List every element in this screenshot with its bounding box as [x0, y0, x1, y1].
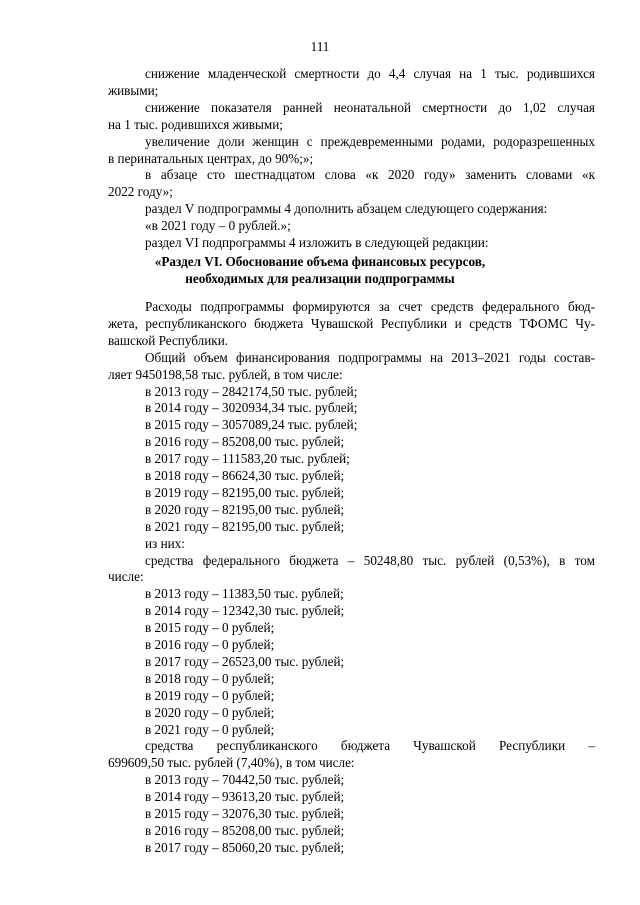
page-number: 111: [310, 39, 330, 54]
body-line: ляет 9450198,58 тыс. рублей, в том числе:: [108, 366, 343, 382]
intro-line: раздел VI подпрограммы 4 изложить в следующей редакции:: [145, 235, 489, 250]
intro-line: раздел V подпрограммы 4 дополнить абзацем следующего содержания:: [145, 201, 548, 217]
body-line: вашской Республики.: [108, 332, 229, 348]
body-line: в 2014 году – 93613,20 тыс. рублей;: [145, 789, 345, 805]
intro-line: снижение показателя ранней неонатальной смертности до 1,02 случая: [145, 99, 595, 115]
intro-line: 2022 году»;: [108, 184, 173, 200]
body-line: в 2018 году – 0 рублей;: [145, 670, 275, 686]
body-line: числе:: [108, 569, 144, 585]
body-line: в 2020 году – 0 рублей;: [145, 704, 275, 720]
intro-line: увеличение доли женщин с преждевременными родами, родоразрешенных: [145, 133, 595, 149]
body-line: из них:: [145, 535, 185, 551]
body-line: в 2015 году – 3057089,24 тыс. рублей;: [145, 417, 358, 433]
intro-line: на 1 тыс. родившихся живыми;: [108, 116, 283, 132]
body-line: в 2016 году – 85208,00 тыс. рублей;: [145, 434, 345, 450]
body-line: в 2021 году – 82195,00 тыс. рублей;: [145, 518, 345, 534]
body-line: в 2015 году – 32076,30 тыс. рублей;: [145, 806, 345, 821]
body-line: в 2019 году – 82195,00 тыс. рублей;: [145, 484, 345, 500]
body-line: в 2020 году – 82195,00 тыс. рублей;: [145, 501, 345, 517]
body-line: в 2017 году – 85060,20 тыс. рублей;: [145, 839, 345, 855]
intro-line: живыми;: [108, 82, 159, 98]
body-line: в 2013 году – 70442,50 тыс. рублей;: [145, 772, 345, 788]
body-line: в 2021 году – 0 рублей;: [145, 721, 275, 737]
body-line: средства федерального бюджета – 50248,80 тыс. рублей (0,53%), в том: [145, 552, 595, 568]
body-line: 699609,50 тыс. рублей (7,40%), в том числе:: [108, 755, 355, 771]
body-line: в 2014 году – 3020934,34 тыс. рублей;: [145, 400, 358, 416]
body-line: средства республиканского бюджета Чувашской Республики –: [145, 738, 595, 754]
body-line: в 2017 году – 111583,20 тыс. рублей;: [145, 451, 350, 467]
intro-line: «в 2021 году – 0 рублей.»;: [145, 218, 291, 234]
section-heading-line-1: «Раздел VI. Обоснование объема финансовых ресурсов,: [154, 254, 486, 269]
intro-line: в абзаце сто шестнадцатом слова «к 2020 году» заменить словами «к: [145, 167, 595, 183]
body-line: в 2016 году – 85208,00 тыс. рублей;: [145, 822, 345, 838]
body-line: в 2017 году – 26523,00 тыс. рублей;: [145, 653, 345, 669]
intro-line: в перинатальных центрах, до 90%;»;: [108, 150, 314, 166]
section-heading-line-2: необходимых для реализации подпрограммы: [185, 271, 455, 286]
body-line: в 2014 году – 12342,30 тыс. рублей;: [145, 603, 345, 619]
body-line: в 2019 году – 0 рублей;: [145, 687, 275, 703]
body-line: Общий объем финансирования подпрограммы на 2013–2021 годы состав-: [145, 349, 595, 365]
body-line: Расходы подпрограммы формируются за счет средств федерального бюд-: [145, 299, 595, 314]
body-line: в 2013 году – 2842174,50 тыс. рублей;: [145, 383, 358, 399]
body-line: в 2016 году – 0 рублей;: [145, 637, 275, 652]
body-line: в 2018 году – 86624,30 тыс. рублей;: [145, 468, 345, 483]
body-line: жета, республиканского бюджета Чувашской Республики и средств ТФОМС Чу-: [108, 315, 595, 331]
body-line: в 2013 году – 11383,50 тыс. рублей;: [145, 586, 344, 602]
body-line: в 2015 году – 0 рублей;: [145, 620, 275, 636]
intro-line: снижение младенческой смертности до 4,4 случая на 1 тыс. родившихся: [145, 66, 595, 81]
